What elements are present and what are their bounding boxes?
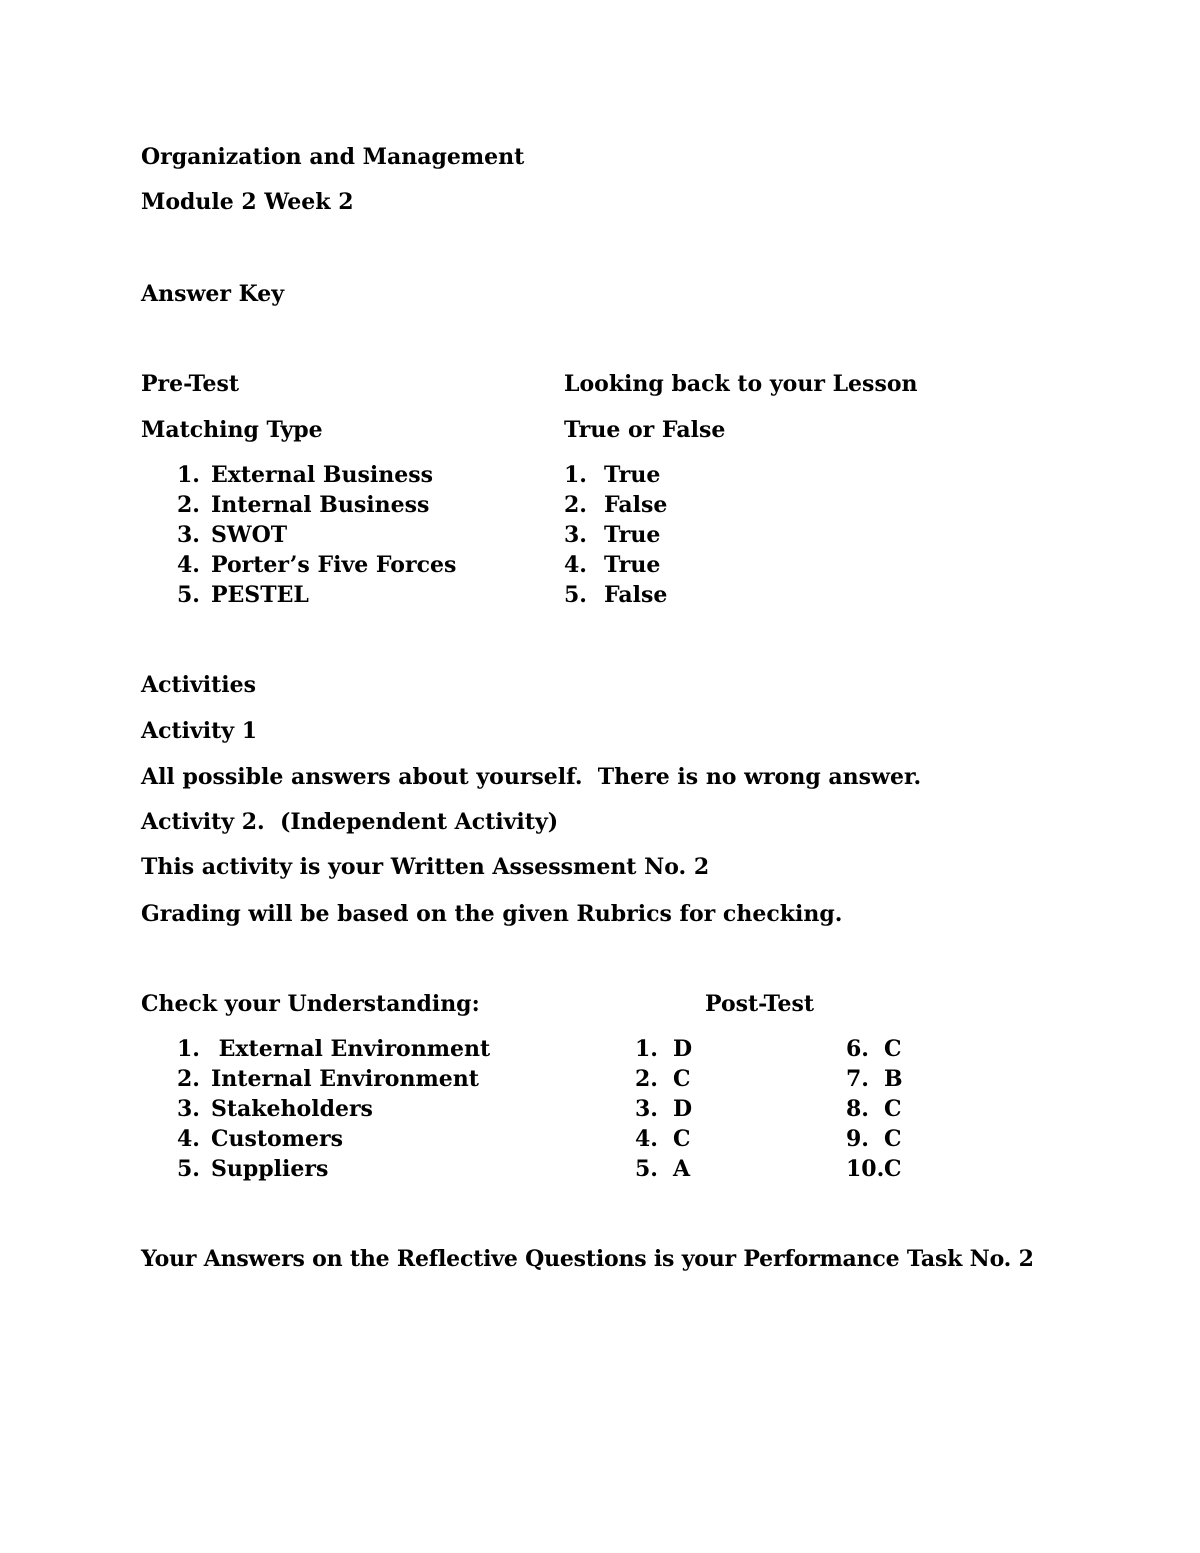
check-item-1 bbox=[177, 1038, 490, 1060]
item-number: 2. bbox=[177, 1066, 200, 1092]
course-title: Organization and Management bbox=[141, 144, 525, 170]
activity-1-heading: Activity 1 bbox=[141, 718, 258, 744]
item-answer: D bbox=[673, 1096, 693, 1122]
item-number: 1. bbox=[177, 462, 200, 488]
lookback-item-2 bbox=[564, 494, 667, 516]
activity-2-heading: Activity 2. (Independent Activity) bbox=[141, 809, 559, 835]
posttest-item-4 bbox=[635, 1128, 691, 1150]
item-answer: C bbox=[673, 1066, 691, 1092]
lookback-item-3 bbox=[564, 524, 660, 546]
answer-key-heading: Answer Key bbox=[141, 281, 285, 307]
pretest-subtitle: Matching Type bbox=[141, 417, 323, 443]
item-text: True bbox=[604, 462, 661, 488]
item-text: Internal Environment bbox=[211, 1066, 479, 1092]
item-answer: C bbox=[884, 1156, 902, 1182]
item-answer: D bbox=[673, 1036, 693, 1062]
item-number: 1. bbox=[635, 1036, 658, 1062]
item-number: 7. bbox=[846, 1066, 869, 1092]
pretest-item-1 bbox=[177, 464, 433, 486]
posttest-item-2 bbox=[635, 1068, 691, 1090]
pretest-item-2 bbox=[177, 494, 429, 516]
item-number: 3. bbox=[635, 1096, 658, 1122]
check-item-4 bbox=[177, 1128, 343, 1150]
item-number: 2. bbox=[177, 492, 200, 518]
module-week: Module 2 Week 2 bbox=[141, 189, 354, 215]
posttest-item-10 bbox=[846, 1158, 902, 1180]
item-answer: C bbox=[884, 1126, 902, 1152]
item-number: 1. bbox=[564, 462, 587, 488]
posttest-item-6 bbox=[846, 1038, 902, 1060]
item-answer: C bbox=[884, 1096, 902, 1122]
item-number: 10. bbox=[846, 1156, 885, 1182]
item-text: False bbox=[604, 582, 668, 608]
item-text: Porter’s Five Forces bbox=[211, 552, 457, 578]
item-number: 5. bbox=[177, 1156, 200, 1182]
item-number: 5. bbox=[635, 1156, 658, 1182]
item-number: 2. bbox=[635, 1066, 658, 1092]
check-heading: Check your Understanding: bbox=[141, 991, 480, 1017]
item-number: 2. bbox=[564, 492, 587, 518]
item-text: Suppliers bbox=[211, 1156, 329, 1182]
item-number: 5. bbox=[177, 582, 200, 608]
item-number: 4. bbox=[635, 1126, 658, 1152]
lookback-item-4 bbox=[564, 554, 660, 576]
item-text: Internal Business bbox=[211, 492, 430, 518]
posttest-item-1 bbox=[635, 1038, 692, 1060]
item-text: Stakeholders bbox=[211, 1096, 373, 1122]
item-number: 9. bbox=[846, 1126, 869, 1152]
item-text: True bbox=[604, 522, 661, 548]
posttest-item-8 bbox=[846, 1098, 902, 1120]
item-answer: B bbox=[884, 1066, 903, 1092]
item-answer: C bbox=[673, 1126, 691, 1152]
performance-task-note: Your Answers on the Reflective Questions is your Performance Task No. 2 bbox=[141, 1246, 1034, 1272]
check-item-2 bbox=[177, 1068, 479, 1090]
item-number: 3. bbox=[177, 1096, 200, 1122]
item-text: Customers bbox=[211, 1126, 343, 1152]
item-text: External Environment bbox=[211, 1036, 491, 1062]
item-answer: A bbox=[673, 1156, 691, 1182]
lookback-subtitle: True or False bbox=[564, 417, 726, 443]
posttest-item-9 bbox=[846, 1128, 902, 1150]
activities-heading: Activities bbox=[141, 672, 257, 698]
item-text: False bbox=[604, 492, 668, 518]
grading-note: Grading will be based on the given Rubrics for checking. bbox=[141, 901, 843, 927]
lookback-heading: Looking back to your Lesson bbox=[564, 371, 918, 397]
item-number: 5. bbox=[564, 582, 587, 608]
pretest-item-3 bbox=[177, 524, 287, 546]
item-number: 6. bbox=[846, 1036, 869, 1062]
posttest-item-7 bbox=[846, 1068, 903, 1090]
check-item-5 bbox=[177, 1158, 328, 1180]
pretest-heading: Pre-Test bbox=[141, 371, 240, 397]
item-number: 8. bbox=[846, 1096, 869, 1122]
item-number: 4. bbox=[177, 552, 200, 578]
item-number: 3. bbox=[564, 522, 587, 548]
posttest-item-5 bbox=[635, 1158, 690, 1180]
posttest-heading: Post-Test bbox=[705, 991, 815, 1017]
item-text: External Business bbox=[211, 462, 433, 488]
item-text: True bbox=[604, 552, 661, 578]
pretest-item-4 bbox=[177, 554, 456, 576]
item-number: 4. bbox=[177, 1126, 200, 1152]
check-item-3 bbox=[177, 1098, 373, 1120]
item-text: SWOT bbox=[211, 522, 288, 548]
item-answer: C bbox=[884, 1036, 902, 1062]
lookback-item-5 bbox=[564, 584, 667, 606]
lookback-item-1 bbox=[564, 464, 660, 486]
item-number: 4. bbox=[564, 552, 587, 578]
activity-1-text: All possible answers about yourself. There is no wrong answer. bbox=[141, 764, 922, 790]
activity-2-text: This activity is your Written Assessment No. 2 bbox=[141, 854, 710, 880]
item-number: 1. bbox=[177, 1036, 200, 1062]
item-number: 3. bbox=[177, 522, 200, 548]
item-text: PESTEL bbox=[211, 582, 309, 608]
posttest-item-3 bbox=[635, 1098, 692, 1120]
pretest-item-5 bbox=[177, 584, 309, 606]
